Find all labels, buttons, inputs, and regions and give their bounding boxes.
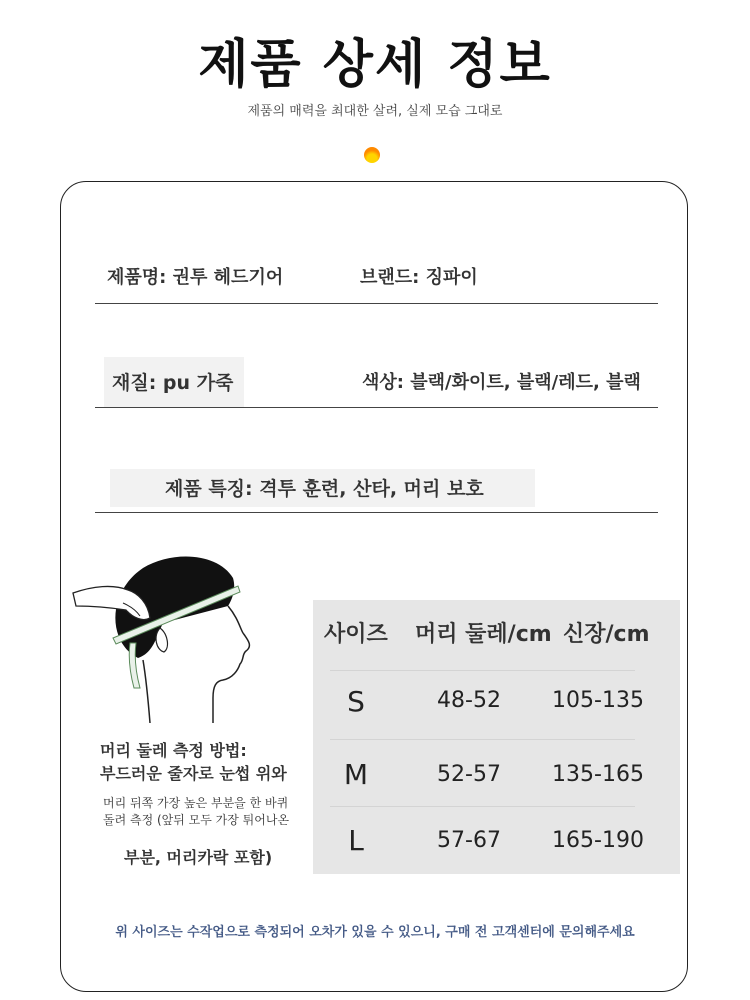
size-cell: S (347, 685, 365, 718)
head-circumference-header: 머리 둘레/cm (415, 622, 552, 647)
page-subtitle: 제품의 매력을 최대한 살려, 실제 모습 그대로 (247, 104, 503, 119)
spec-colors: 색상: 블랙/화이트, 블랙/레드, 블랙 (362, 372, 641, 393)
accent-dot-icon (364, 147, 380, 163)
notice-text: 위 사이즈는 수작업으로 측정되어 오차가 있을 수 있으니, 구매 전 고객센터에 문의해주세요 (115, 925, 635, 940)
measure-detail-line2: 돌려 측정 (앞뒤 모두 가장 튀어나온 (103, 813, 290, 827)
head-measurement-illustration (68, 548, 268, 728)
page-title: 제품 상세 정보 (198, 35, 552, 95)
size-cell: L (348, 824, 364, 857)
head-cell: 57-67 (437, 828, 501, 853)
height-cell: 105-135 (552, 688, 644, 713)
head-cell: 48-52 (437, 688, 501, 713)
divider (95, 512, 658, 513)
spec-product-name: 제품명: 권투 헤드기어 (107, 267, 284, 288)
neck (143, 660, 150, 723)
spec-features: 제품 특징: 격투 훈련, 산타, 머리 보호 (165, 478, 484, 500)
ear (156, 628, 167, 652)
measure-title-line1: 머리 둘레 측정 방법: (100, 741, 247, 760)
row-divider (330, 739, 635, 740)
height-cell: 135-165 (552, 762, 644, 787)
divider (95, 303, 658, 304)
spec-brand: 브랜드: 징파이 (360, 267, 478, 288)
face-profile (213, 606, 249, 723)
size-header: 사이즈 (324, 622, 388, 647)
height-cell: 165-190 (552, 828, 644, 853)
measure-detail-line1: 머리 뒤쪽 가장 높은 부분을 한 바퀴 (103, 796, 289, 810)
measure-title-line2: 부드러운 줄자로 눈썹 위와 (100, 764, 287, 783)
divider (95, 407, 658, 408)
size-cell: M (343, 758, 369, 791)
spec-material: 재질: pu 가죽 (112, 372, 234, 394)
head-cell: 52-57 (437, 762, 501, 787)
measure-last-line: 부분, 머리카락 포함) (124, 848, 273, 867)
row-divider (330, 806, 635, 807)
row-divider (330, 670, 635, 671)
height-header: 신장/cm (563, 622, 650, 647)
